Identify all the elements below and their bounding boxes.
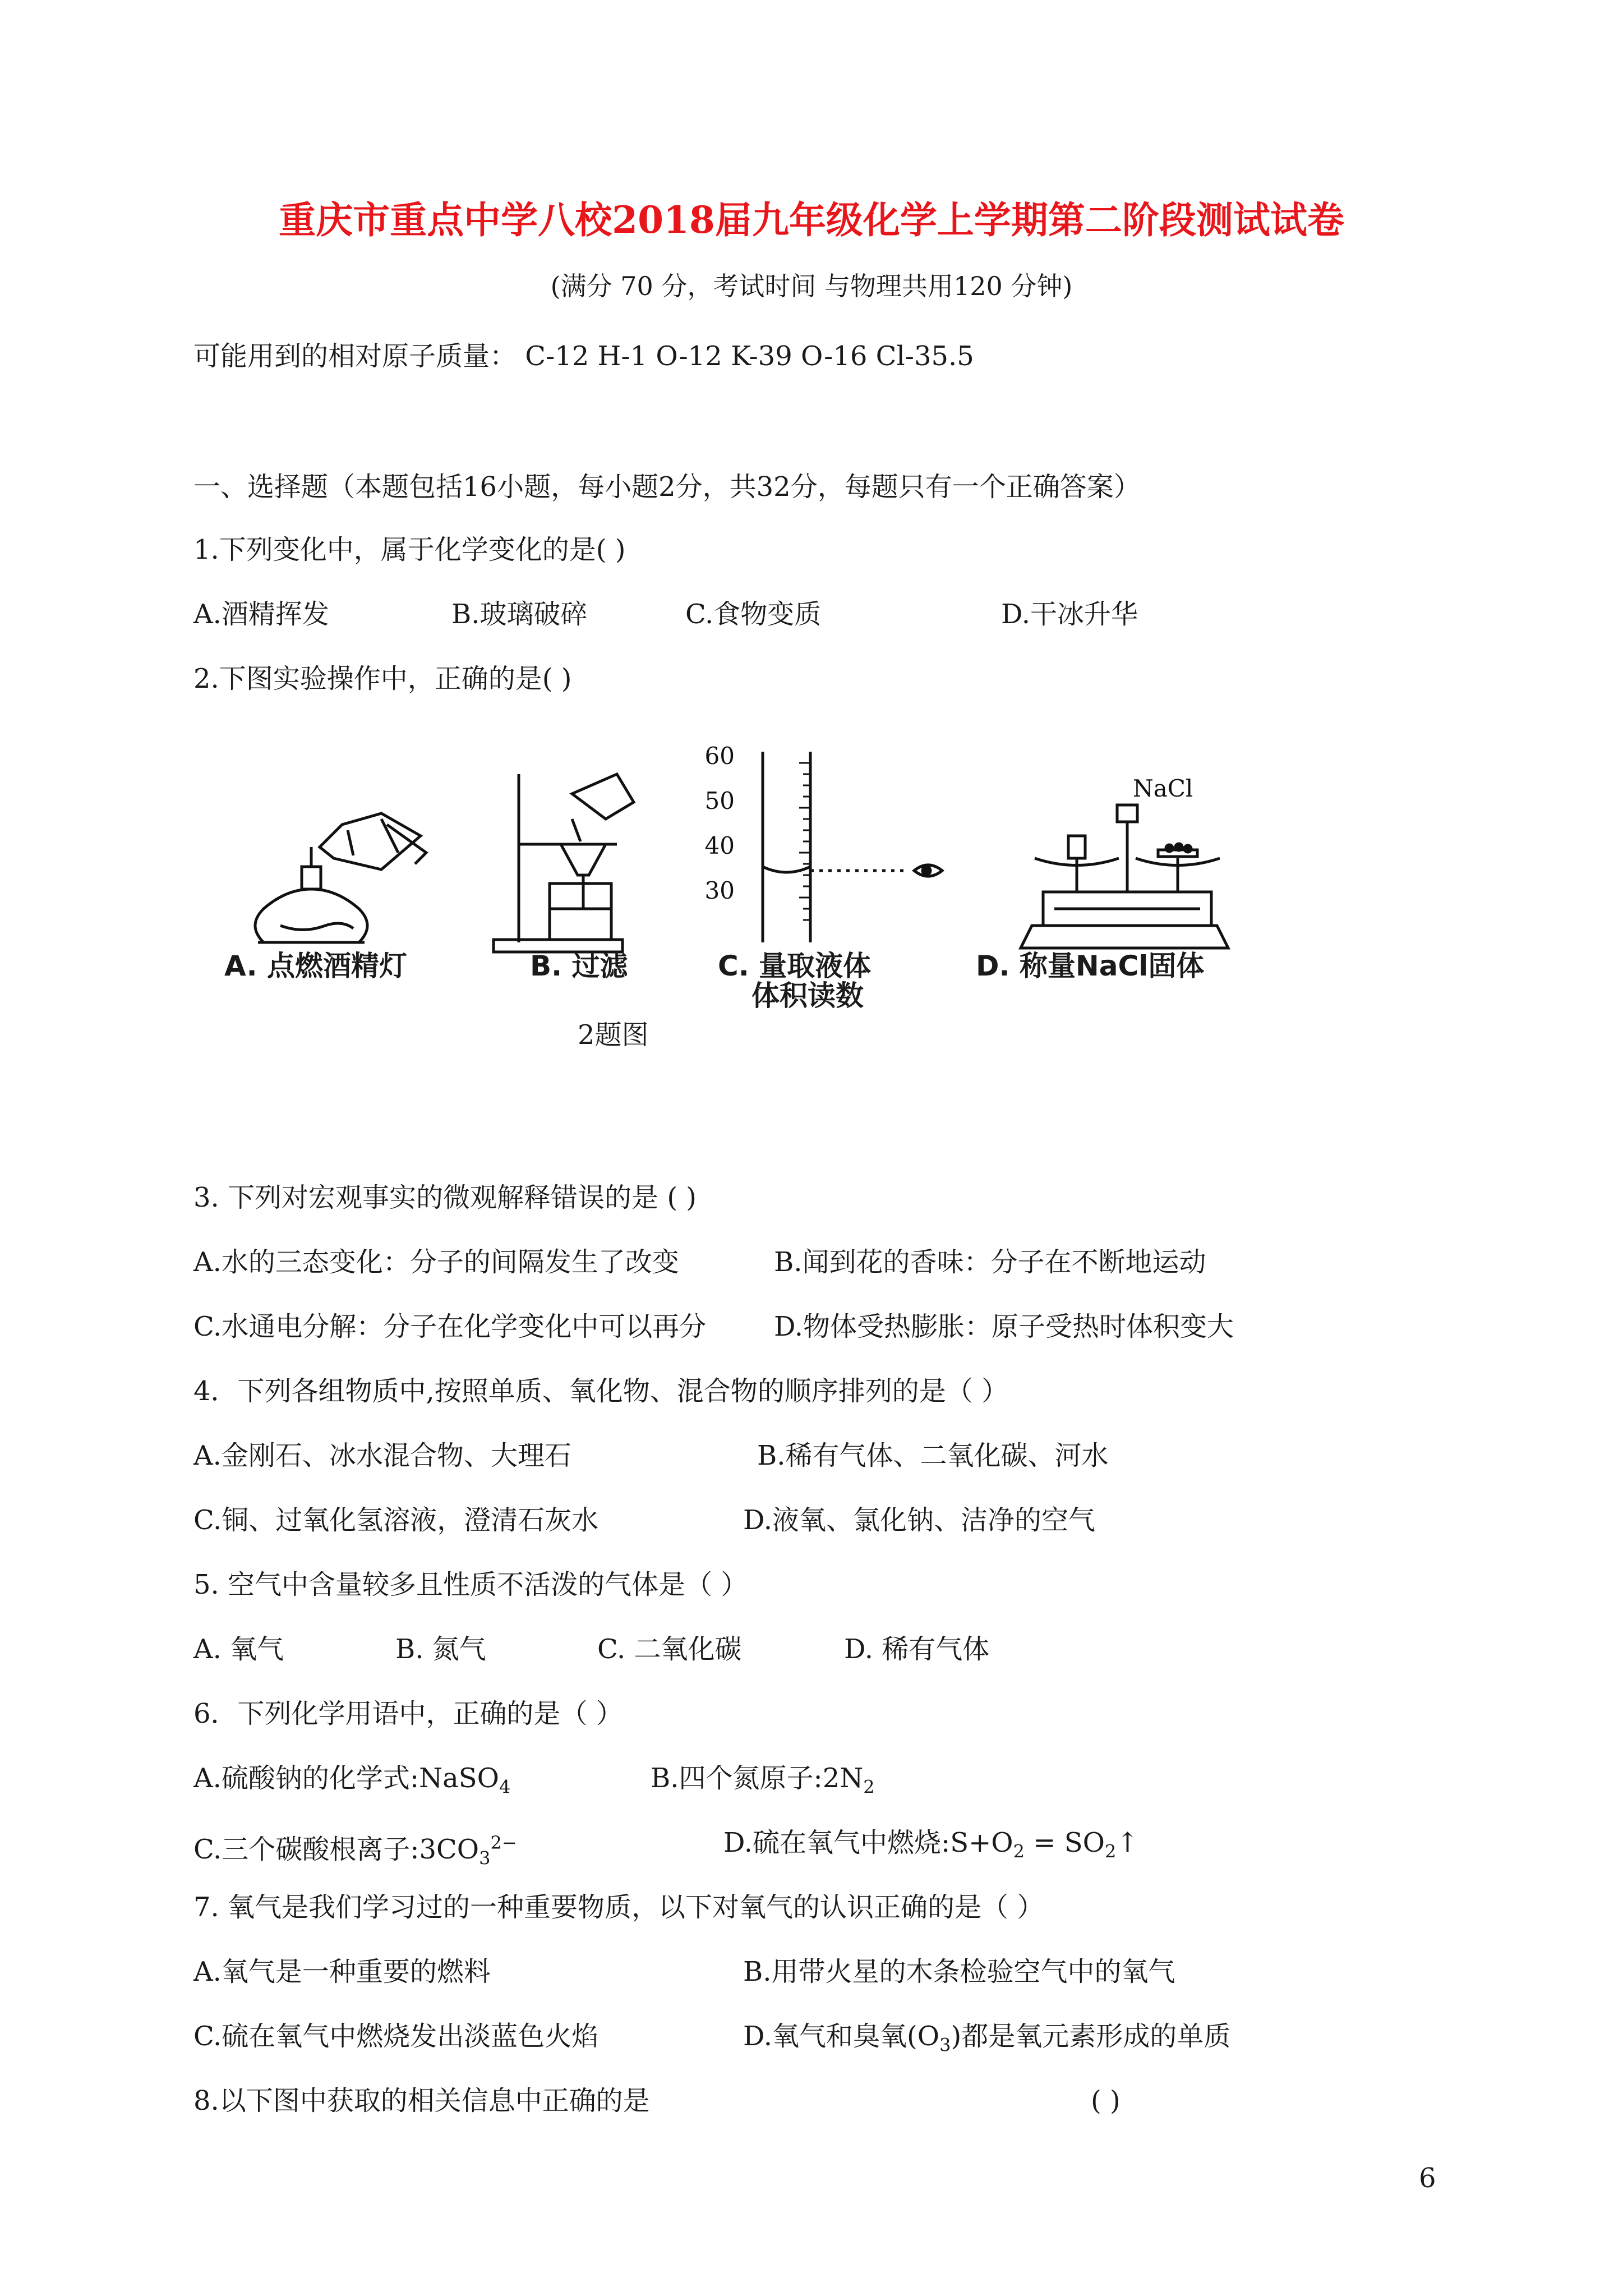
q3-option-c: C.水通电分解：分子在化学变化中可以再分 — [193, 1311, 707, 1342]
section-heading: 一、选择题（本题包括16小题，每小题2分，共32分，每题只有一个正确答案） — [193, 471, 1141, 503]
graduated-cylinder-icon — [763, 752, 909, 942]
q7-option-c: C.硫在氧气中燃烧发出淡蓝色火焰 — [193, 2021, 599, 2052]
cylinder-tick-30: 30 — [704, 877, 735, 904]
fig-caption-a: A. 点燃酒精灯 — [224, 950, 408, 982]
q3-option-a: A.水的三态变化：分子的间隔发生了改变 — [193, 1246, 679, 1278]
fig-caption-b: B. 过滤 — [530, 950, 628, 982]
question-6-stem: 6．下列化学用语中，正确的是（ ） — [193, 1698, 623, 1729]
q6-option-d: D.硫在氧气中燃烧$:S+O_2$ = $SO_2↑$ — [723, 1827, 1139, 1862]
fig-caption-d: D. 称量NaCl固体 — [976, 950, 1205, 982]
question-2-stem: 2.下图实验操作中，正确的是( ) — [193, 663, 572, 694]
q7-option-b: B.用带火星的木条检验空气中的氧气 — [743, 1956, 1175, 1987]
q2-figure-label: 2题图 — [578, 1019, 649, 1051]
balance-scale-icon — [1021, 805, 1228, 948]
question-3-stem: 3. 下列对宏观事实的微观解释错误的是 ( ) — [193, 1182, 697, 1213]
fig-caption-c2: 体积读数 — [751, 979, 864, 1012]
q5-option-b: B. 氮气 — [395, 1634, 486, 1665]
q1-option-d: D.干冰升华 — [1001, 599, 1138, 630]
fig-caption-c1: C. 量取液体 — [718, 950, 872, 982]
q5-option-a: A. 氧气 — [193, 1634, 284, 1665]
question-7-stem: 7. 氧气是我们学习过的一种重要物质，以下对氧气的认识正确的是（ ） — [193, 1892, 1044, 1923]
q3-option-b: B.闻到花的香味：分子在不断地运动 — [774, 1246, 1206, 1278]
q4-option-b: B.稀有气体、二氧化碳、河水 — [757, 1440, 1109, 1471]
q1-option-c: C.食物变质 — [685, 599, 822, 630]
atomic-masses: 可能用到的相对原子质量： C-12 H-1 O-12 K-39 O-16 Cl-35.5 — [193, 341, 974, 372]
q6-option-c: C.三个碳酸根离子$:3CO_3^{2-}$ — [193, 1832, 517, 1869]
cylinder-tick-50: 50 — [704, 787, 735, 815]
q5-option-c: C. 二氧化碳 — [597, 1634, 742, 1665]
question-5-stem: 5. 空气中含量较多且性质不活泼的气体是（ ） — [193, 1569, 748, 1600]
q2-figure — [213, 740, 1307, 1055]
nacl-label: NaCl — [1133, 775, 1193, 802]
q4-option-c: C.铜、过氧化氢溶液，澄清石灰水 — [193, 1504, 599, 1536]
q3-option-d: D.物体受热膨胀：原子受热时体积变大 — [774, 1311, 1234, 1342]
cylinder-tick-40: 40 — [704, 832, 735, 859]
q8-answer-paren: ( ) — [1091, 2085, 1121, 2116]
q6-option-b: B.四个氮原子$:2N_2$ — [651, 1763, 875, 1798]
question-8-stem: 8.以下图中获取的相关信息中正确的是 — [193, 2085, 650, 2116]
q7-option-d: D.氧气和臭氧$(O_3)$都是氧元素形成的单质 — [743, 2021, 1231, 2056]
alcohol-lamp-icon — [255, 813, 426, 942]
q5-option-d: D. 稀有气体 — [844, 1634, 990, 1665]
question-1-stem: 1.下列变化中，属于化学变化的是( ) — [193, 534, 626, 565]
question-4-stem: 4．下列各组物质中,按照单质、氧化物、混合物的顺序排列的是（ ） — [193, 1375, 1009, 1407]
q4-option-d: D.液氧、氯化钠、洁净的空气 — [743, 1504, 1096, 1536]
eye-icon — [914, 865, 942, 876]
q1-option-b: B.玻璃破碎 — [451, 599, 588, 630]
q1-option-a: A.酒精挥发 — [193, 599, 329, 630]
q6-option-a: A.硫酸钠的化学式:NaSO$_4$ — [193, 1763, 511, 1798]
filtration-setup-icon — [494, 774, 634, 952]
page-number: 6 — [1419, 2162, 1436, 2194]
q4-option-a: A.金刚石、冰水混合物、大理石 — [193, 1440, 571, 1471]
page-title: 重庆市重点中学八校2018届九年级化学上学期第二阶段测试试卷 — [279, 198, 1344, 242]
exam-subtitle: (满分 70 分，考试时间 与物理共用120 分钟) — [550, 271, 1073, 301]
q7-option-a: A.氧气是一种重要的燃料 — [193, 1956, 491, 1987]
cylinder-tick-60: 60 — [704, 742, 735, 770]
